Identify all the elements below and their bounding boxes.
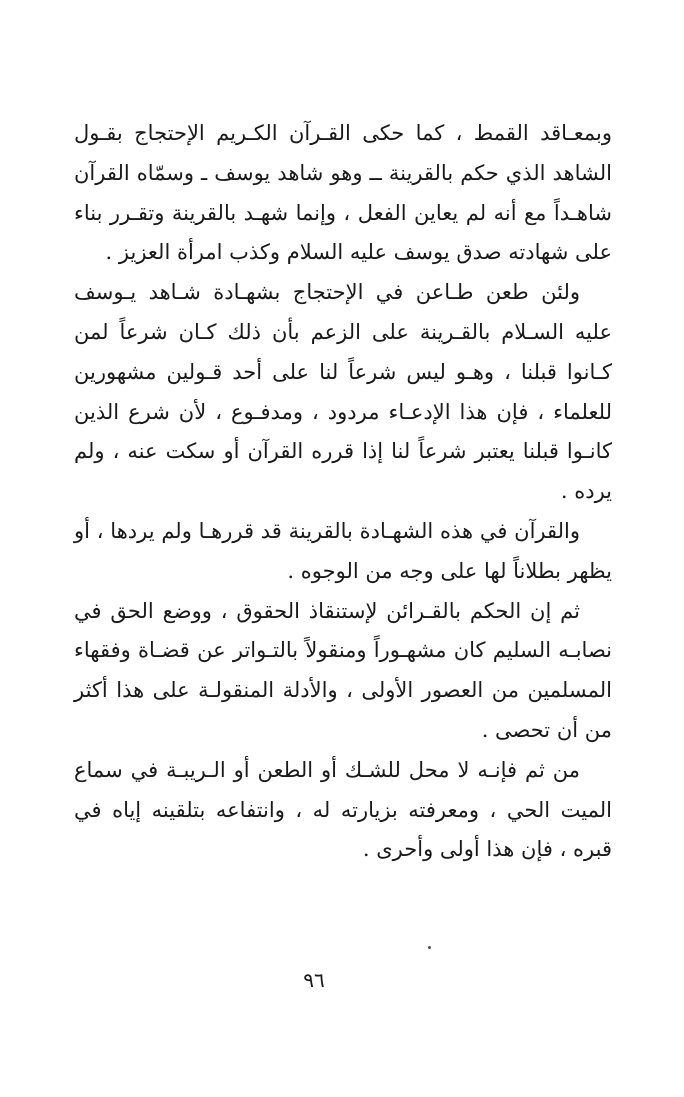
paragraph-5: من ثم فإنـه لا محل للشـك أو الطعن أو الـريبـة في سماع الميت الحي ، ومعرفته بزيارته له ، وانتفاعه بتلقينه إياه في قبره ، فإن هذا أولى وأحرى . xyxy=(74,757,612,862)
paragraph-1: وبمعـاقد القمط ، كما حكى القـرآن الكـريم الإحتجاج بقـول الشاهد الذي حكم بالقرينة ــ وهو شاهد يوسف ـ وسمّاه القرآن شاهـداً مع أنه لم يعاين الفعل ، وإنما شهـد بالقرينة وتقـرر بناء على شهادته صدق يوسف عليه السلام وكذب امرأة العزيز . xyxy=(74,121,612,265)
print-speck xyxy=(428,946,431,949)
paragraph-4: ثم إن الحكم بالقـرائن لإستنقاذ الحقوق ، ووضع الحق في نصابـه السليم كان مشهـوراً ومنقولاً بالتـواتر عن قضـاة وفقهاء المسلمين من العصور الأولى ، والأدلة المنقولـة على هذا أكثر من أن تحصى . xyxy=(74,598,612,742)
paragraph-3: والقرآن في هذه الشهـادة بالقرينة قد قررهـا ولم يردها ، أو يظهر بطلاناً لها على وجه من الوجوه . xyxy=(74,518,612,583)
paragraph-2: ولئن طعن طـاعن في الإحتجاج بشهـادة شـاهد يـوسف عليه السـلام بالقـرينة على الزعم بأن ذلك كـان شرعاً لمن كـانوا قبلنا ، وهـو ليس شرعاً لنا على أحد قـولين مشهورين للعلماء ، فإن هذا الإدعـاء مردود ، ومدفـوع ، لأن شرع الذين كانـوا قبلنا يعتبر شرعاً لنا إذا قرره القرآن أو سكت عنه ، ولم يرده . xyxy=(74,280,612,504)
body-text xyxy=(74,114,612,870)
page-number: ٩٦ xyxy=(303,968,325,992)
